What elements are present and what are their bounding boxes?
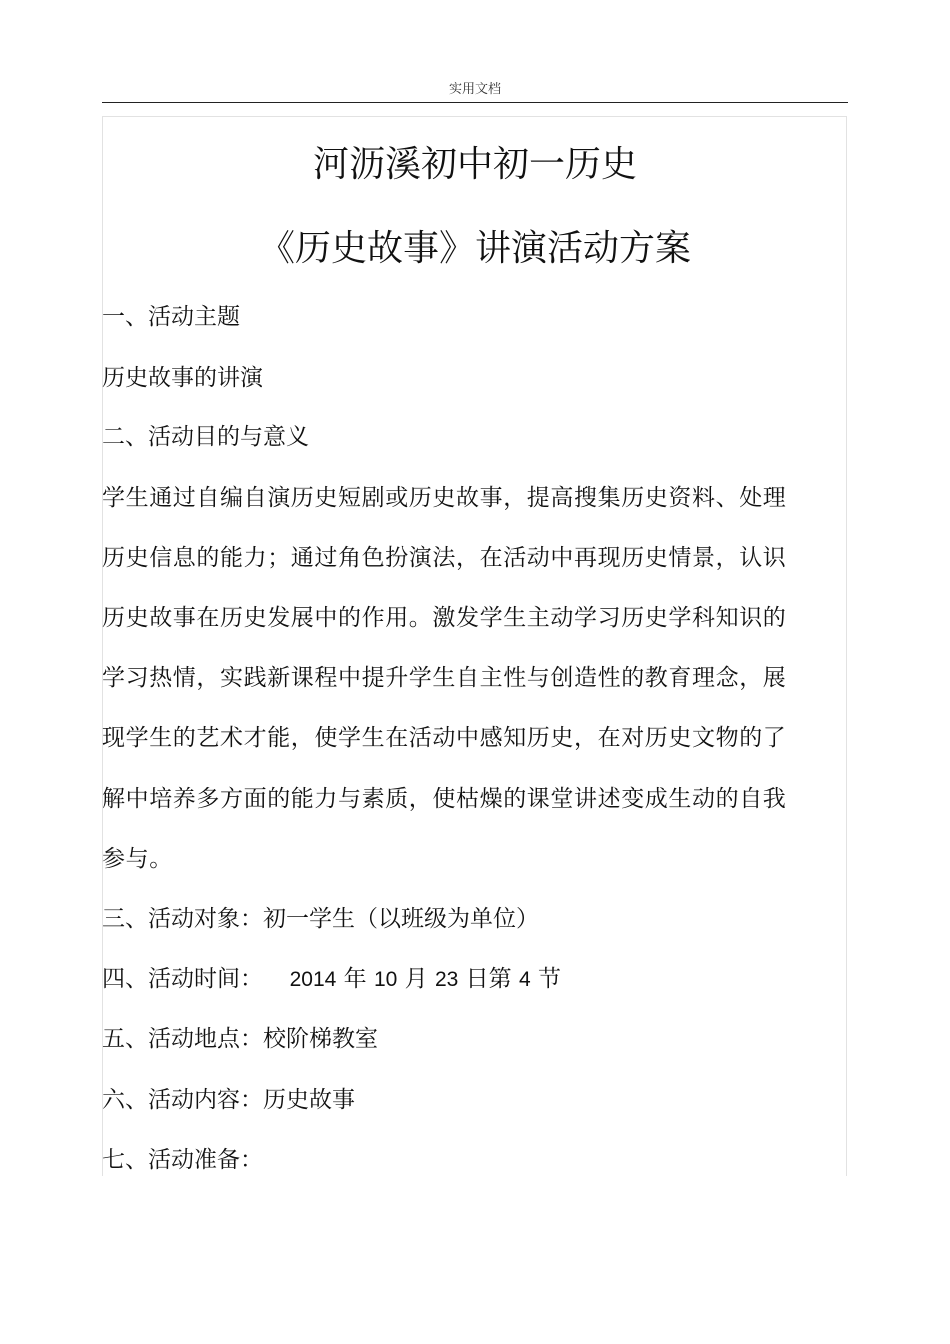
time-month-unit: 月 [404,966,428,992]
document-title-line-1: 河沥溪初中初一历史 [312,144,637,185]
section-prep: 七、活动准备： [102,1147,263,1173]
header-text: 实用文档 [448,82,501,97]
section-location: 五、活动地点：校阶梯教室 [102,1026,378,1052]
section-body-theme: 历史故事的讲演 [102,365,263,391]
section-heading-theme: 一、活动主题 [102,304,240,330]
purpose-line: 历史故事在历史发展中的作用。激发学生主动学习历史学科知识的 [102,605,787,631]
section-heading-purpose: 二、活动目的与意义 [102,424,309,450]
section-content: 六、活动内容：历史故事 [102,1087,355,1113]
time-month: 10 [373,968,398,991]
section-audience: 三、活动对象：初一学生（以班级为单位） [102,906,539,932]
purpose-line: 学习热情，实践新课程中提升学生自主性与创造性的教育理念，展 [102,665,787,691]
time-period-unit: 节 [537,966,561,992]
section-time [102,964,561,995]
time-day-unit: 日第 [465,966,512,992]
purpose-line: 参与。 [102,846,173,872]
purpose-line: 学生通过自编自演历史短剧或历史故事，提高搜集历史资料、处理 [102,485,787,511]
time-label: 四、活动时间： [102,966,263,992]
header-divider [102,102,848,103]
time-day: 23 [434,968,459,991]
time-year: 2014 [289,968,337,991]
content-frame [102,116,847,1176]
time-year-unit: 年 [343,966,367,992]
time-period: 4 [518,968,531,991]
purpose-line: 解中培养多方面的能力与素质，使枯燥的课堂讲述变成生动的自我 [102,786,787,812]
purpose-line: 历史信息的能力；通过角色扮演法，在活动中再现历史情景，认识 [102,545,787,571]
purpose-line: 现学生的艺术才能，使学生在活动中感知历史，在对历史文物的了 [102,725,787,751]
document-title-line-2: 《历史故事》讲演活动方案 [258,228,691,269]
